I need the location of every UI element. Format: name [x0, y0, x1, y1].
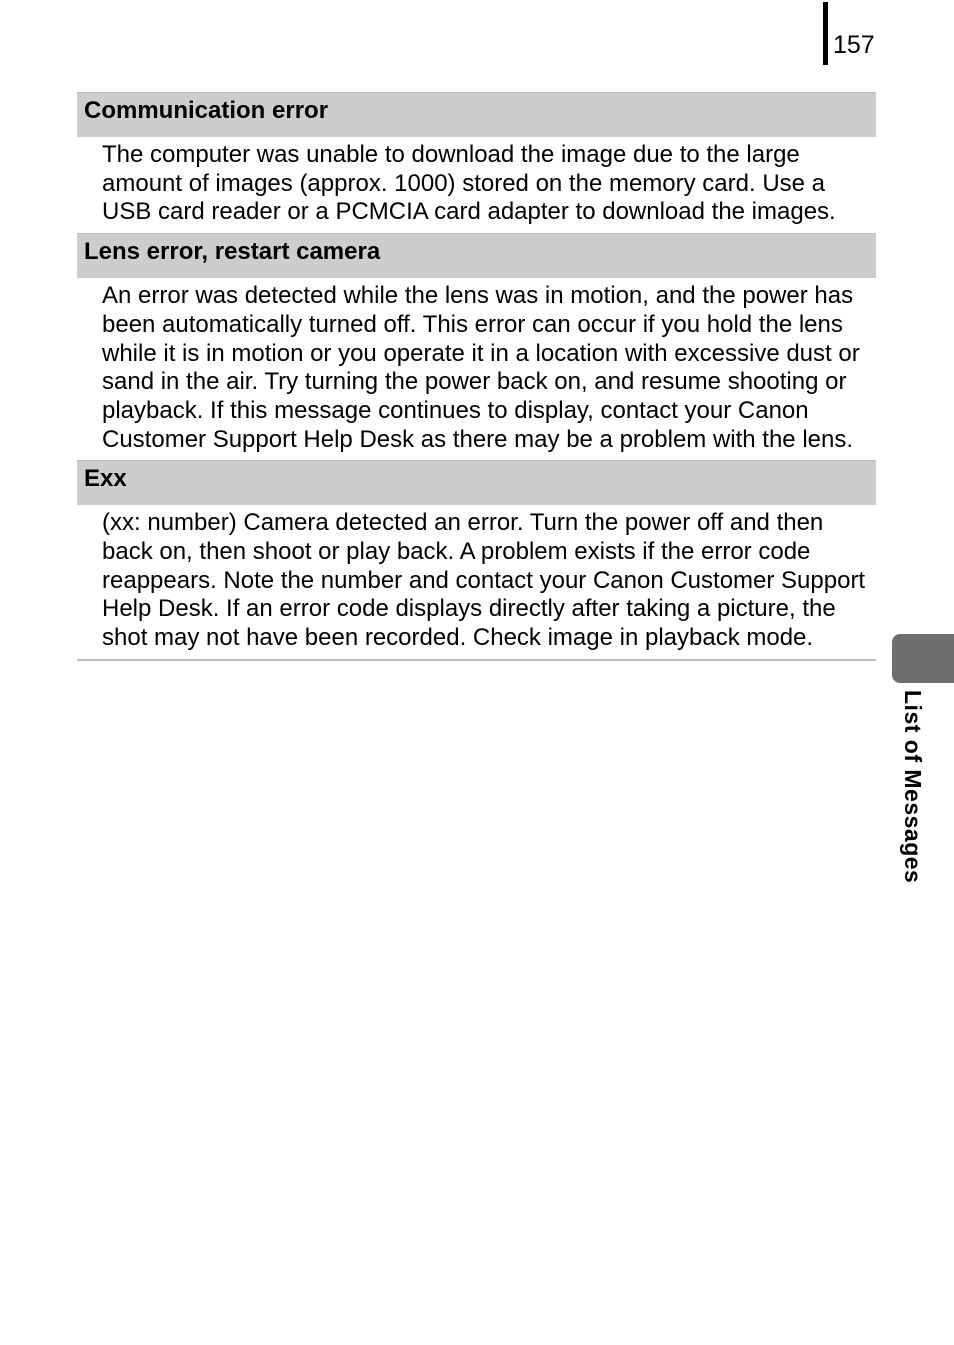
message-title-exx: Exx	[77, 460, 876, 505]
message-description-exx: (xx: number) Camera detected an error. Turn the power off and then back on, then shoot or play back. A problem exists if the error code reappears. Note the number and contact your Canon Customer Support Help Desk. If an error code displays directly after taking a picture, the shot may not have been recorded. Check image in playback mode.	[102, 509, 866, 652]
page-number-bar	[823, 2, 828, 65]
message-table	[77, 92, 876, 661]
message-description-communication-error: The computer was unable to download the image due to the large amount of images (approx. 1000) stored on the memory card. Use a USB card reader or a PCMCIA card adapter to download the images.	[102, 141, 836, 226]
message-description-lens-error: An error was detected while the lens was in motion, and the power has been automatically turned off. This error can occur if you hold the lens while it is in motion or you operate it in a location with excessive dust or sand in the air. Try turning the power back on, and resume shooting or playback. If this message continues to display, contact your Canon Customer Support Help Desk as there may be a problem with the lens.	[102, 282, 860, 453]
message-title-communication-error: Communication error	[77, 92, 876, 137]
page-number: 157	[833, 31, 875, 59]
section-tab	[892, 634, 954, 683]
message-title-lens-error: Lens error, restart camera	[77, 233, 876, 278]
section-tab-label: List of Messages	[900, 690, 926, 884]
